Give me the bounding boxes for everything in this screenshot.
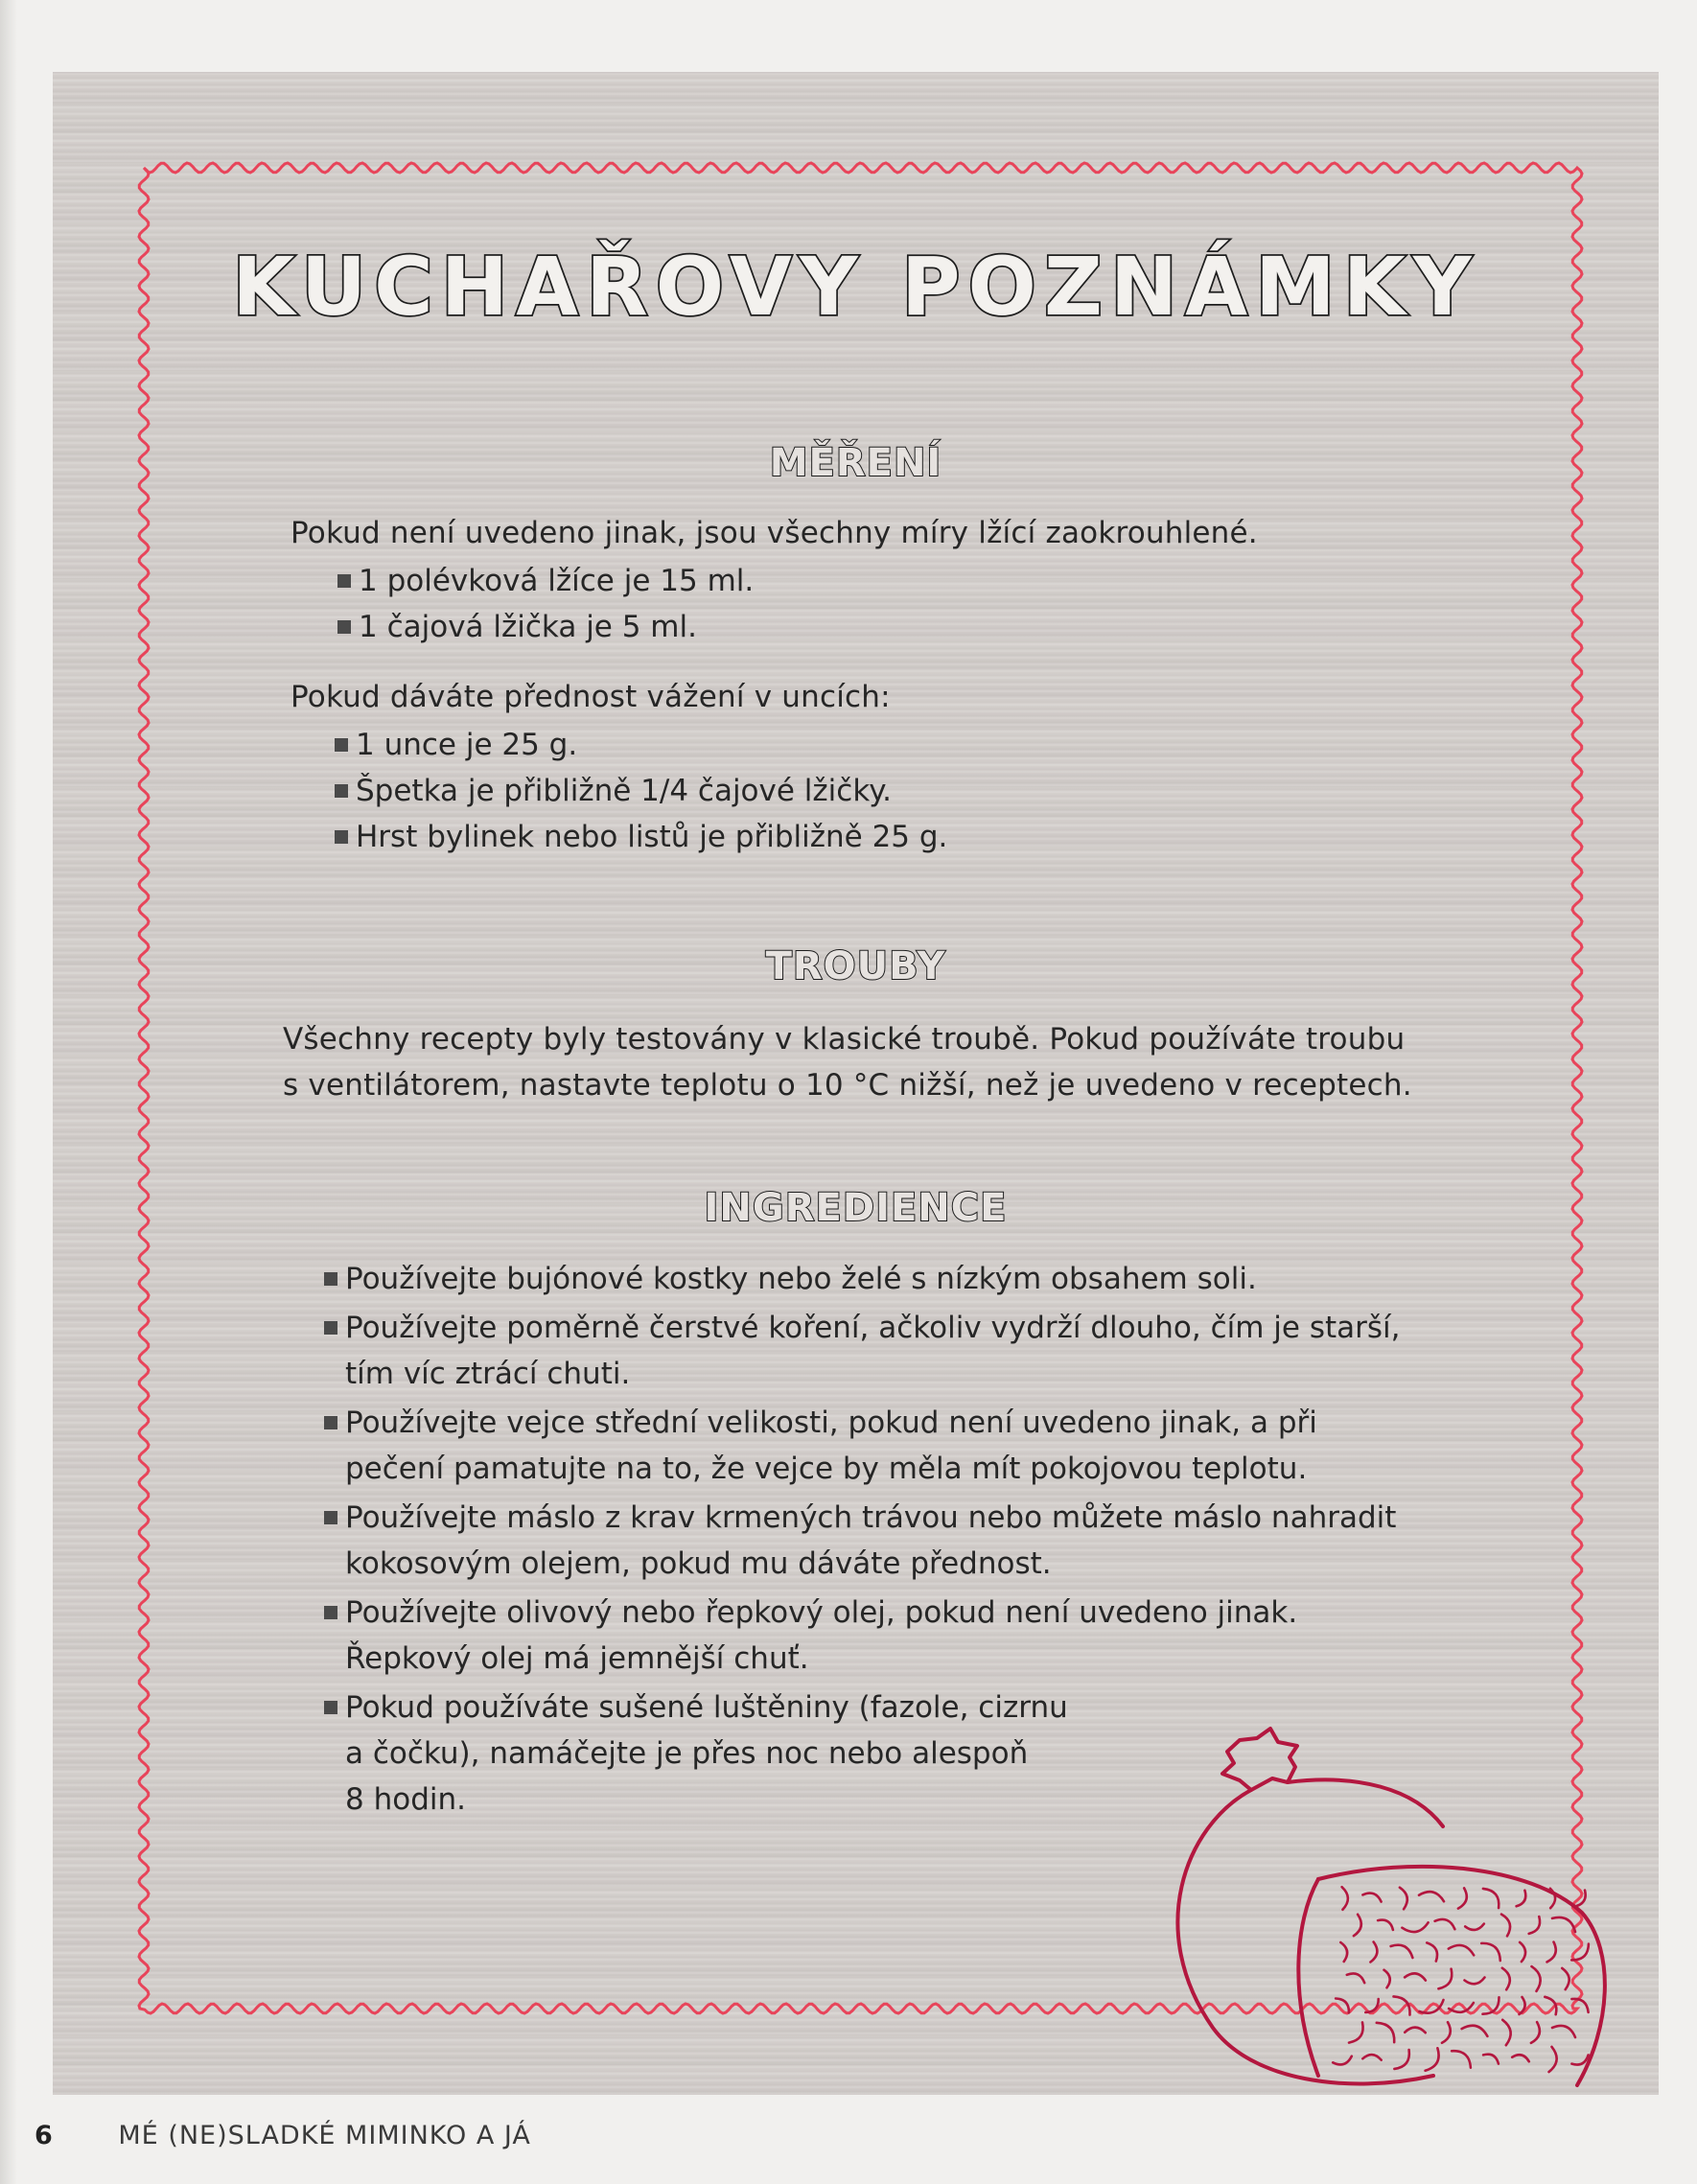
recipe-notes-panel bbox=[53, 72, 1659, 2095]
section-heading-mereni: MĚŘENÍ bbox=[769, 441, 942, 485]
list-item: 1 polévková lžíce je 15 ml. bbox=[337, 558, 754, 604]
page-edge bbox=[0, 0, 17, 2184]
mereni-intro-2: Pokud dáváte přednost vážení v uncích: bbox=[291, 680, 891, 714]
square-bullet-icon bbox=[335, 784, 348, 798]
page-number: 6 bbox=[35, 2121, 54, 2150]
list-item: 1 unce je 25 g. bbox=[335, 722, 947, 768]
square-bullet-icon bbox=[335, 830, 348, 844]
list-item: Používejte olivový nebo řepkový olej, pokud není uvedeno jinak. Řepkový olej má jemnější chuť. bbox=[324, 1590, 1401, 1682]
list-item: Špetka je přibližně 1/4 čajové lžičky. bbox=[335, 768, 947, 814]
square-bullet-icon bbox=[324, 1416, 337, 1429]
section-heading-ingredience: INGREDIENCE bbox=[704, 1186, 1008, 1230]
square-bullet-icon bbox=[324, 1701, 337, 1714]
list-item: Hrst bylinek nebo listů je přibližně 25 g. bbox=[335, 814, 947, 860]
square-bullet-icon bbox=[324, 1606, 337, 1619]
list-item: Používejte bujónové kostky nebo želé s nízkým obsahem soli. bbox=[324, 1256, 1401, 1302]
mereni-intro-1: Pokud není uvedeno jinak, jsou všechny míry lžící zaokrouhlené. bbox=[291, 516, 1258, 550]
book-title: MÉ (NE)SLADKÉ MIMINKO A JÁ bbox=[118, 2121, 531, 2150]
square-bullet-icon bbox=[335, 738, 348, 752]
list-item: Používejte vejce střední velikosti, pokud není uvedeno jinak, a při pečení pamatujte na to, že vejce by měla mít pokojovou teplotu. bbox=[324, 1400, 1401, 1492]
mereni-list-ounces bbox=[335, 722, 947, 860]
square-bullet-icon bbox=[324, 1511, 337, 1524]
square-bullet-icon bbox=[337, 574, 351, 588]
trouby-line-2: s ventilátorem, nastavte teplotu o 10 °C nižší, než je uvedeno v receptech. bbox=[283, 1068, 1412, 1103]
list-item: 1 čajová lžička je 5 ml. bbox=[337, 604, 754, 650]
list-item: Pokud používáte sušené luštěniny (fazole, cizrnu a čočku), namáčejte je přes noc nebo alespoň 8 hodin. bbox=[324, 1684, 1401, 1823]
page-title: KUCHAŘOVY POZNÁMKY bbox=[232, 240, 1479, 334]
page-footer bbox=[35, 2121, 531, 2150]
square-bullet-icon bbox=[324, 1321, 337, 1335]
section-heading-trouby: TROUBY bbox=[765, 944, 946, 988]
trouby-line-1: Všechny recepty byly testovány v klasické troubě. Pokud používáte troubu bbox=[283, 1022, 1406, 1057]
list-item: Používejte máslo z krav krmených trávou nebo můžete máslo nahradit kokosovým olejem, pokud mu dáváte přednost. bbox=[324, 1495, 1401, 1587]
pomegranate-icon bbox=[1127, 1683, 1635, 2095]
square-bullet-icon bbox=[324, 1272, 337, 1286]
list-item: Používejte poměrně čerstvé koření, ačkoliv vydrží dlouho, čím je starší, tím víc ztrácí chuti. bbox=[324, 1305, 1401, 1397]
mereni-list-spoons bbox=[337, 558, 754, 650]
square-bullet-icon bbox=[337, 620, 351, 634]
